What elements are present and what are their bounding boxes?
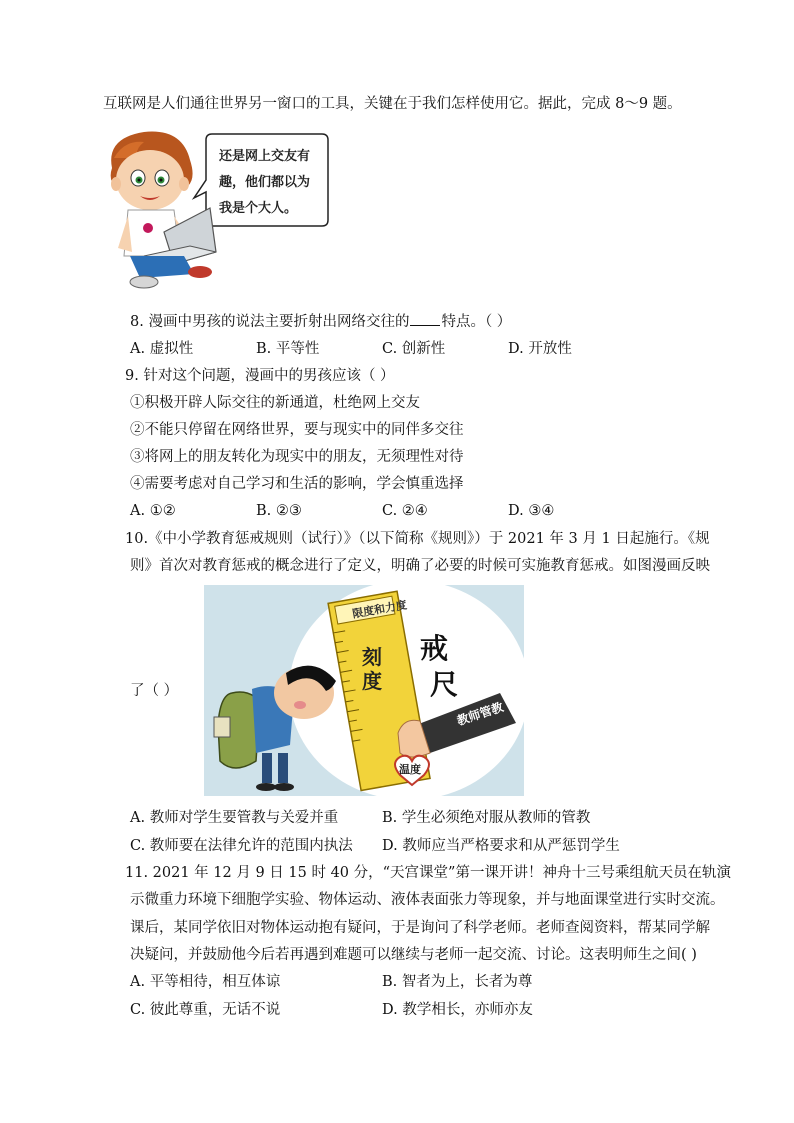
q11-option-a[interactable]: A. 平等相待，相互体谅 (130, 974, 281, 990)
answer-blank (410, 311, 440, 326)
q9-option-b[interactable]: B. ②③ (256, 503, 302, 519)
heart-label: 温度 (399, 763, 421, 776)
q9-option-d[interactable]: D. ③④ (508, 503, 555, 519)
q11-stem-line-1: 11. 2021 年 12 月 9 日 15 时 40 分，“天宫课堂”第一课开讲！神舟十三号乘组航天员在轨演 (125, 865, 731, 881)
q10-option-b[interactable]: B. 学生必须绝对服从教师的管教 (382, 810, 591, 826)
ruler-student-cartoon (204, 585, 524, 796)
q11-stem-line-2: 示微重力环境下细胞学实验、物体运动、液体表面张力等现象，并与地面课堂进行实时交流。 (130, 892, 725, 908)
ruler-label-chi: 尺 (430, 668, 459, 701)
boy-laptop-cartoon (104, 128, 334, 296)
q9-option-a[interactable]: A. ①② (130, 503, 176, 519)
ruler-label-jie: 戒 (420, 632, 449, 665)
q11-option-d[interactable]: D. 教学相长，亦师亦友 (382, 1002, 533, 1018)
intro-text: 互联网是人们通往世界另一窗口的工具，关键在于我们怎样使用它。据此，完成 8～9 题。 (103, 96, 682, 112)
ruler-label-scale: 刻度 (362, 645, 382, 693)
q8-stem-after: 特点。（ ） (441, 314, 512, 330)
bubble-line: 趣，他们都以为 (219, 175, 311, 190)
q8-option-b[interactable]: B. 平等性 (256, 341, 320, 357)
sleeve-label: 教师管教 (455, 699, 506, 729)
q11-option-c[interactable]: C. 彼此尊重，无话不说 (130, 1002, 281, 1018)
q10-option-d[interactable]: D. 教师应当严格要求和从严惩罚学生 (382, 838, 620, 854)
q9-stem: 9. 针对这个问题，漫画中的男孩应该（ ） (125, 368, 395, 384)
q9-item-4: ④需要考虑对自己学习和生活的影响，学会慎重选择 (130, 476, 464, 492)
q11-stem-line-4: 决疑问，并鼓励他今后若再遇到难题可以继续与老师一起交流、讨论。这表明师生之间( ) (130, 947, 697, 963)
q8-stem (130, 311, 511, 332)
q8-option-a[interactable]: A. 虚拟性 (130, 341, 194, 357)
bubble-line: 我是个大人。 (219, 201, 298, 216)
q10-stem-line-1: 10.《中小学教育惩戒规则（试行）》（以下简称《规则》）于 2021 年 3 月 1 日起施行。《规 (125, 531, 710, 547)
bubble-line: 还是网上交友有 (219, 149, 311, 164)
speech-bubble (219, 144, 327, 222)
q11-stem-line-3: 课后，某同学依旧对物体运动抱有疑问，于是询问了科学老师。老师查阅资料，帮某同学解 (130, 920, 710, 936)
q9-option-c[interactable]: C. ②④ (382, 503, 428, 519)
q8-stem-before: 8. 漫画中男孩的说法主要折射出网络交往的 (130, 314, 410, 330)
q8-option-c[interactable]: C. 创新性 (382, 341, 446, 357)
q9-item-1: ①积极开辟人际交往的新通道，杜绝网上交友 (130, 395, 420, 411)
ruler-label-top: 限度和力度 (351, 598, 408, 621)
q10-option-a[interactable]: A. 教师对学生要管教与关爱并重 (130, 810, 339, 826)
q9-item-2: ②不能只停留在网络世界，要与现实中的同伴多交往 (130, 422, 464, 438)
q11-option-b[interactable]: B. 智者为上，长者为尊 (382, 974, 533, 990)
q9-item-3: ③将网上的朋友转化为现实中的朋友，无须理性对待 (130, 449, 464, 465)
q10-option-c[interactable]: C. 教师要在法律允许的范围内执法 (130, 838, 353, 854)
q8-option-d[interactable]: D. 开放性 (508, 341, 572, 357)
q10-stem-line-2: 则》首次对教育惩戒的概念进行了定义，明确了必要的时候可实施教育惩戒。如图漫画反映 (130, 558, 710, 574)
q10-stem-line-3: 了（ ） (130, 683, 179, 699)
